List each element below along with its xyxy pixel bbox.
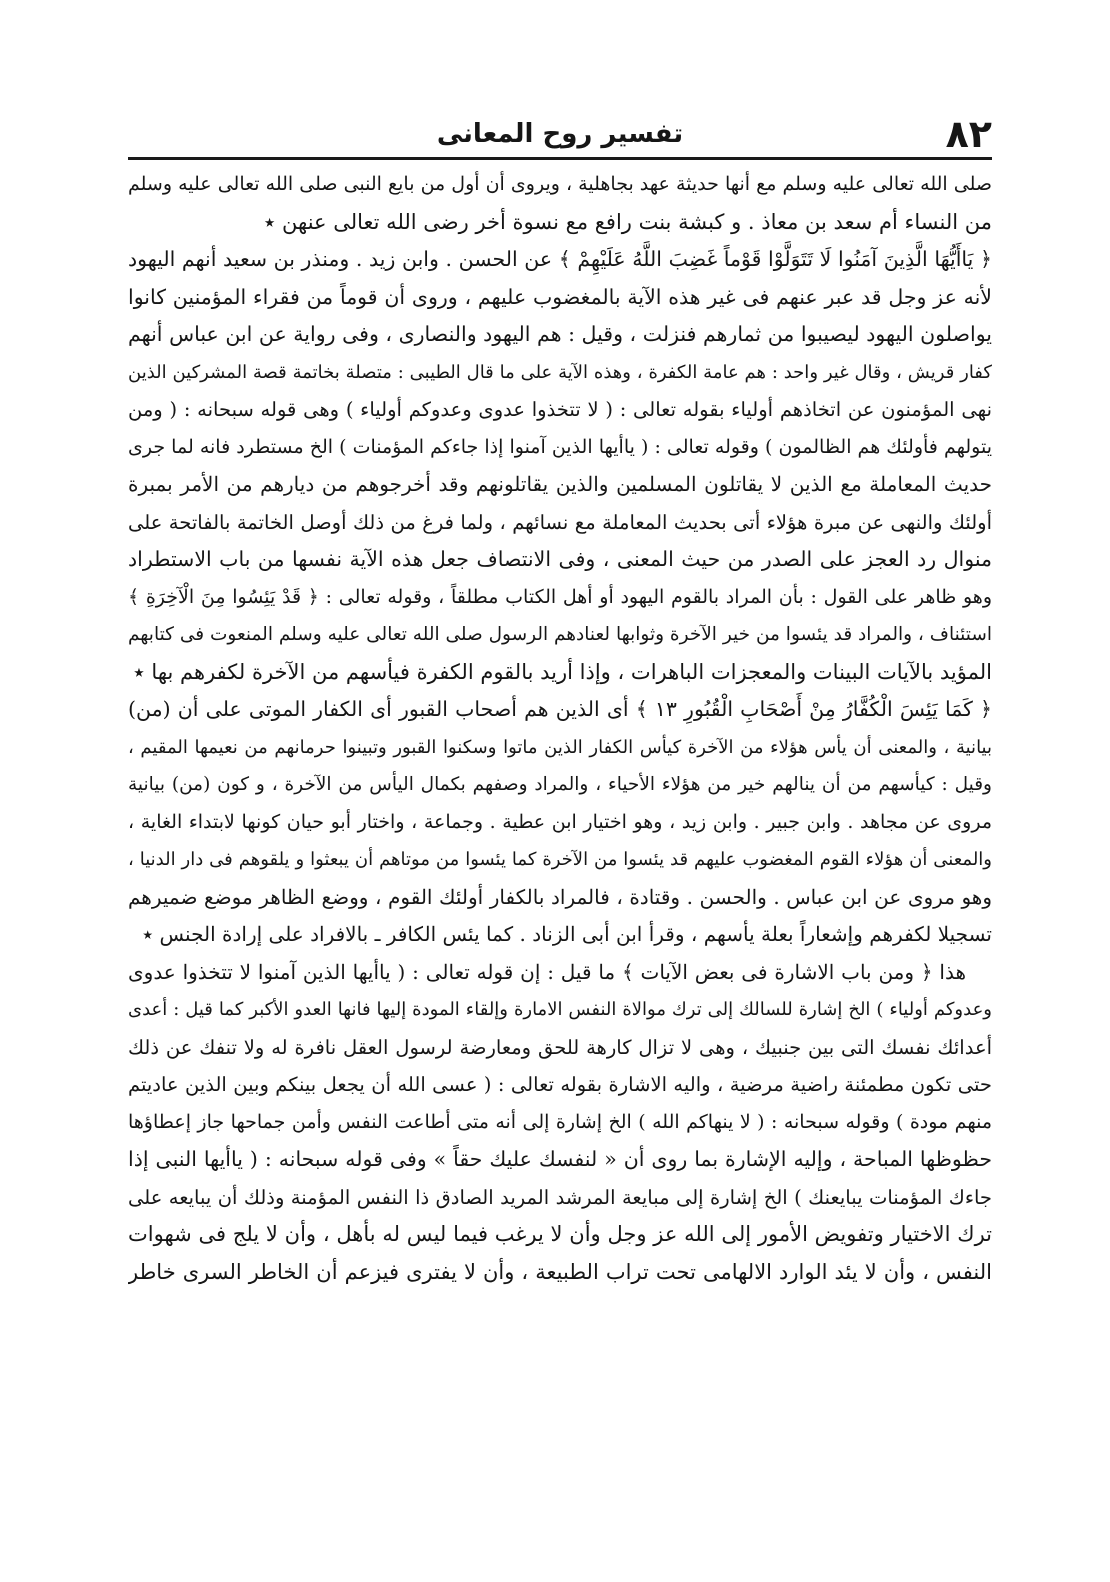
text-line: حديث المعاملة مع الذين لا يقاتلون المسلمين والذين يقاتلونهم وقد أخرجوهم من ديارهم من الأمر بمبرة — [128, 472, 992, 496]
text-line: حظوظها المباحة ، وإليه الإشارة بما روى أن « لنفسك عليك حقاً » وفى قوله سبحانه : ( ياأيها النبى إذا — [128, 1147, 992, 1171]
text-line: وهو ظاهر على القول : بأن المراد بالقوم اليهود أو أهل الكتاب مطلقاً ، وقوله تعالى : ﴿ قَدْ يَئِسُوا مِنَ الْآخِرَةِ ﴾ — [128, 585, 992, 608]
text-line: هذا ﴿ ومن باب الاشارة فى بعض الآيات ﴾ ما قيل : إن قوله تعالى : ( ياأيها الذين آمنوا لا تتخذوا عدوى — [128, 959, 966, 984]
text-line: كفار قريش ، وقال غير واحد : هم عامة الكفرة ، وهذه الآية على ما قال الطيبى : متصلة بخاتمة قصة المشركين الذين — [128, 361, 992, 383]
text-line: ﴿ كَمَا يَئِسَ الْكُفَّارُ مِنْ أَصْحَابِ الْقُبُورِ ١٣ ﴾ أى الذين هم أصحاب القبور أى الكفار الموتى على أن (من) — [128, 697, 992, 721]
text-line: استئناف ، والمراد قد يئسوا من خير الآخرة وثوابها لعنادهم الرسول صلى الله تعالى عليه وسلم المنعوت فى كتابهم — [128, 624, 992, 645]
text-line: وعدوكم أولياء ) الخ إشارة للسالك إلى ترك موالاة النفس الامارة وإلقاء المودة إليها فانها العدو الأكبر كما قيل : أعدى — [128, 999, 992, 1020]
text-line: من النساء أم سعد بن معاذ . و كبشة بنت رافع مع نسوة أخر رضى الله تعالى عنهن ٭ — [263, 209, 992, 234]
text-line: والمعنى أن هؤلاء القوم المغضوب عليهم قد يئسوا من الآخرة كما يئسوا من موتاهم أن يبعثوا و يلقوهم فى دار الدنيا ، — [128, 849, 992, 870]
running-title: تفسير روح المعانى — [436, 119, 684, 149]
text-line: أولئك والنهى عن مبرة هؤلاء أتى بحديث المعاملة مع نسائهم ، ولما فرغ من ذلك أوصل الخاتمة بالفاتحة على — [128, 510, 992, 534]
text-body — [128, 166, 992, 1291]
text-line: مروى عن مجاهد . وابن جبير . وابن زيد ، وهو اختيار ابن عطية . وجماعة ، واختار أبو حيان كونها لابتداء الغاية ، — [128, 810, 992, 833]
text-line: وهو مروى عن ابن عباس . والحسن . وقتادة ، فالمراد بالكفار أولئك القوم ، ووضع الظاهر موضع ضميرهم — [128, 884, 992, 909]
page-number: ٨٢ — [945, 112, 992, 156]
text-line: يتولهم فأولئك هم الظالمون ) وقوله تعالى : ( ياأيها الذين آمنوا إذا جاءكم المؤمنات ) الخ مستطرد فانه لما جرى — [128, 435, 992, 458]
text-line: يواصلون اليهود ليصيبوا من ثمارهم فنزلت ، وقيل : هم اليهود والنصارى ، وفى رواية عن ابن عباس أنهم — [128, 322, 992, 346]
text-line: ﴿ يَاأَيُّهَا الَّذِينَ آمَنُوا لَا تَتَوَلَّوْا قَوْماً غَضِبَ اللَّهُ عَلَيْهِمْ ﴾ عن الحسن . وابن زيد . ومنذر بن سعيد أنهم اليهود — [128, 247, 992, 271]
text-line: منوال رد العجز على الصدر من حيث المعنى ، وفى الانتصاف جعل هذه الآية نفسها من باب الاستطراد — [128, 547, 992, 571]
text-line: وقيل : كيأسهم من أن ينالهم خير من هؤلاء الأحياء ، والمراد وصفهم بكمال اليأس من الآخرة ، و كون (من) بيانية — [128, 774, 992, 795]
text-line: أعدائك نفسك التى بين جنبيك ، وهى لا تزال كارهة للحق ومعارضة لرسول العقل نافرة له ولا تنفك عن ذلك — [128, 1035, 992, 1059]
header-rule — [128, 157, 992, 160]
text-line: صلى الله تعالى عليه وسلم مع أنها حديثة عهد بجاهلية ، ويروى أن أول من بايع النبى صلى الله تعالى عليه وسلم — [128, 173, 992, 195]
text-line: بيانية ، والمعنى أن يأس هؤلاء من الآخرة كيأس الكفار الذين ماتوا وسكنوا القبور وتبينوا حرمانهم من نعيمها المقيم ، — [128, 736, 992, 758]
text-line: نهى المؤمنون عن اتخاذهم أولياء بقوله تعالى : ( لا تتخذوا عدوى وعدوكم أولياء ) وهى قوله سبحانه : ( ومن — [128, 398, 992, 421]
text-line: لأنه عز وجل قد عبر عنهم فى غير هذه الآية بالمغضوب عليهم ، وروى أن قوماً من فقراء المؤمنين كانوا — [128, 284, 992, 309]
text-line: ترك الاختيار وتفويض الأمور إلى الله عز وجل وأن لا يرغب فيما ليس له بأهل ، وأن لا يلج فى شهوات — [128, 1222, 992, 1246]
text-line: حتى تكون مطمئنة راضية مرضية ، واليه الاشارة بقوله تعالى : ( عسى الله أن يجعل بينكم وبين الذين عاديتم — [128, 1073, 992, 1096]
text-line: تسجيلا لكفرهم وإشعاراً بعلة يأسهم ، وقرأ ابن أبى الزناد . كما يئس الكافر ـ بالافراد على إرادة الجنس ٭ — [142, 922, 992, 946]
text-line: المؤيد بالآيات البينات والمعجزات الباهرات ، وإذا أريد بالقوم الكفرة فيأسهم من الآخرة لكفرهم بها ٭ — [133, 659, 992, 684]
text-line: جاءك المؤمنات يبايعنك ) الخ إشارة إلى مبايعة المرشد المريد الصادق ذا النفس المؤمنة وذلك أن يبايعه على — [128, 1185, 992, 1209]
page-header — [128, 110, 992, 158]
text-line: منهم مودة ) وقوله سبحانه : ( لا ينهاكم الله ) الخ إشارة إلى أنه متى أطاعت النفس وأمن جماحها جاز إعطاؤها — [128, 1110, 992, 1133]
text-line: النفس ، وأن لا يئد الوارد الالهامى تحت تراب الطبيعة ، وأن لا يفترى فيزعم أن الخاطر السرى خاطر — [128, 1259, 992, 1284]
